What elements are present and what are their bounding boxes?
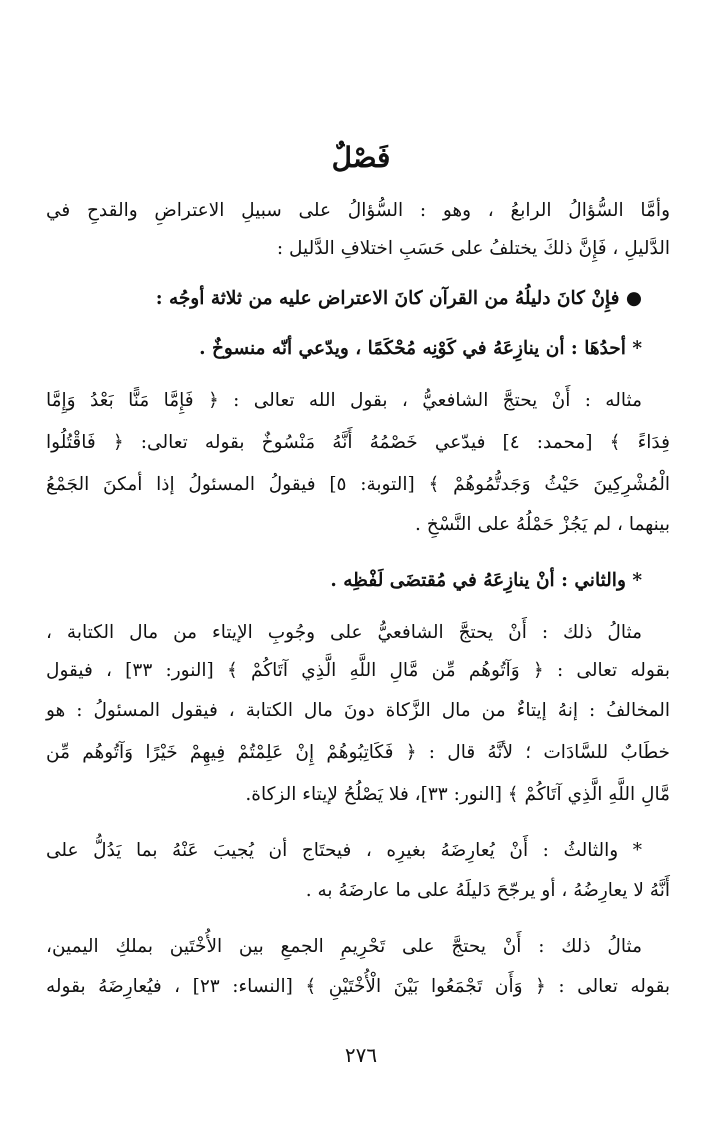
text-line: فِدَاءً ﴾ [محمد: ٤] فيدّعي خَصْمُهُ أَنَّهُ مَنْسُوخٌ بقوله تعالى: ﴿ فَاقْتُلُوا [46, 432, 670, 453]
text-line: بينهما ، لم يَجُزْ حَمْلُهُ على النَّسْخِ . [415, 514, 670, 535]
text-line: المخالفُ : إنهُ إيتاءٌ من مال الزَّكاة دونَ مال الكتابة ، فيقول المسئولُ : هو [46, 700, 670, 721]
point-heading: * والثاني : أنْ ينازِعَهُ في مُقتضَى لَفْظِه . [330, 570, 642, 591]
bullet-heading: ● فإِنْ كانَ دليلُهُ من القرآن كانَ الاعتراض عليه من ثلاثة أوجُه : [155, 288, 642, 309]
text-line: وأمَّا السُّؤالُ الرابعُ ، وهو : السُّؤالُ على سبيلِ الاعتراضِ والقدحِ في [46, 200, 670, 221]
point-heading: * أحدُهَا : أن ينازِعَهُ في كَوْنِه مُحْكَمًا ، ويدّعي أنّه منسوخٌ . [199, 338, 642, 359]
text-line: مثالُ ذلك : أَنْ يحتجَّ على تَحْرِيمِ الجمعِ بين الأُخْتَين بملكِ اليمين، [46, 936, 642, 957]
text-line: بقوله تعالى : ﴿ وَآتُوهُم مِّن مَّالِ اللَّهِ الَّذِي آتَاكُمْ ﴾ [النور: ٣٣] ، فيقول [46, 660, 671, 681]
text-line: مَّالِ اللَّهِ الَّذِي آتَاكُمْ ﴾ [النور: ٣٣]، فلا يَصْلُحُ لإيتاء الزكاة. [245, 784, 670, 805]
text-line: الْمُشْرِكِينَ حَيْثُ وَجَدتُّمُوهُمْ ﴾ [التوبة: ٥] فيقولُ المسئولُ إذا أمكنَ الجَمْعُ [46, 474, 670, 495]
text-line: الدَّليلِ ، فَإِنَّ ذلكَ يختلفُ على حَسَبِ اختلافِ الدَّليل : [276, 238, 670, 259]
section-heading: فَصْلٌ [331, 141, 391, 174]
text-line: مثالُ ذلك : أَنْ يحتجَّ الشافعيُّ على وجُوبِ الإيتاء من مال الكتابة ، [46, 622, 642, 643]
text-line: أَنَّهُ لا يعارِضُهُ ، أو يرجّحَ دَليلَهُ على ما عارضَهُ به . [305, 880, 670, 901]
text-line: بقوله تعالى : ﴿ وَأَن تَجْمَعُوا بَيْنَ الْأُخْتَيْنِ ﴾ [النساء: ٢٣] ، فيُعارِضَهُ بقوله [46, 976, 670, 997]
page-number: ٢٧٦ [344, 1043, 378, 1067]
text-line: خطَابٌ للسَّادَات ؛ لأنَّهُ قال : ﴿ فَكَاتِبُوهُمْ إِنْ عَلِمْتُمْ فِيهِمْ خَيْرًا وَآتُوهُم مِّن [46, 742, 670, 763]
point-heading: * والثالثُ : أَنْ يُعارِضَهُ بغيرِه ، فيحتَاج أن يُجيبَ عَنْهُ بما يَدُلُّ على [46, 840, 642, 861]
text-line: مثاله : أَنْ يحتجَّ الشافعيُّ ، بقول الله تعالى : ﴿ فَإِمَّا مَنًّا بَعْدُ وَإِمَّا [46, 390, 642, 411]
